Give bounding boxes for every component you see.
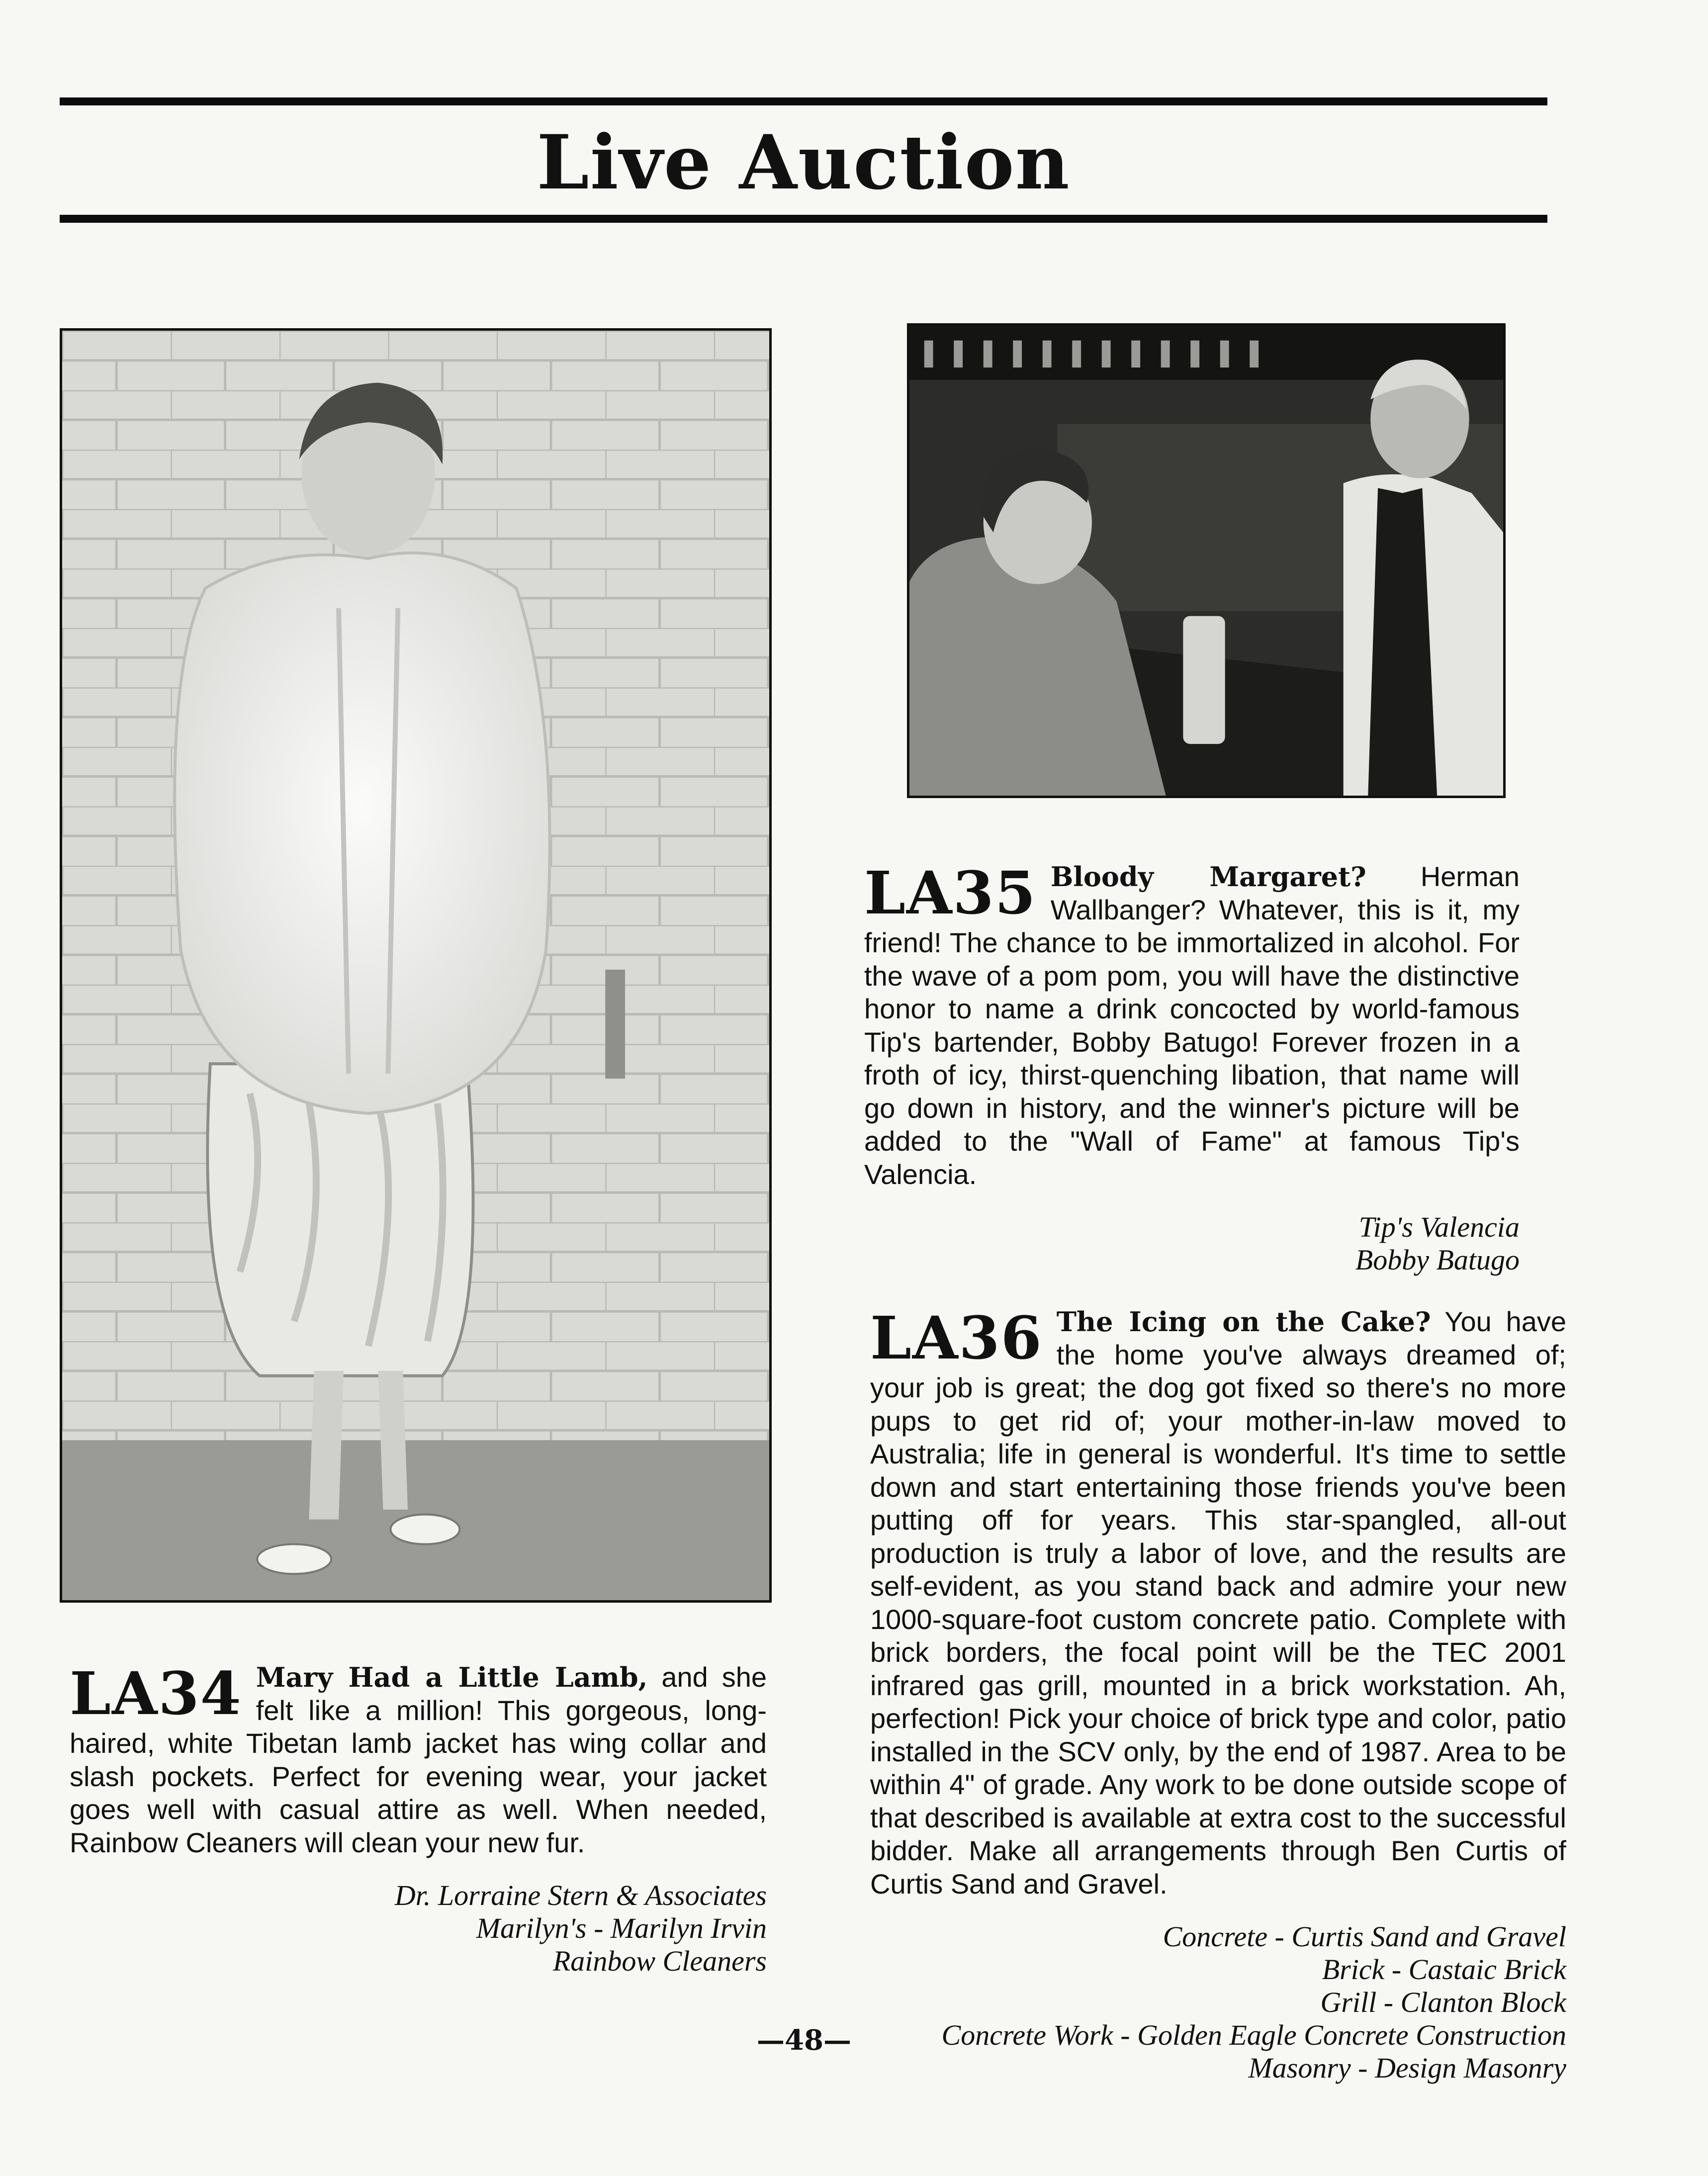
lot-la34-title: Mary Had a Little Lamb, [256,1661,648,1693]
lot-la36-donors [870,1920,1566,2085]
lot-la35 [864,860,1520,1276]
lot-la34-description [70,1661,767,1859]
donor-line: Grill - Clanton Block [1320,1986,1566,2018]
lot-la34-donors [70,1879,767,1978]
lot-la34 [70,1661,767,1978]
lot-la35-description [864,860,1520,1191]
photo-bar-scene [907,323,1506,798]
lot-la36-number: LA36 [870,1303,1043,1372]
donor-line: Bobby Batugo [1355,1244,1520,1276]
lot-la36-description [870,1305,1566,1901]
fur-jacket-illustration [62,331,769,1600]
lot-la35-donors [864,1211,1520,1276]
donor-line: Tip's Valencia [1358,1211,1520,1243]
donor-line: Marilyn's - Marilyn Irvin [476,1912,767,1944]
donor-line: Brick - Castaic Brick [1322,1953,1566,1986]
lot-la36 [870,1305,1566,2085]
lot-la34-body: and she felt like a million! This gorgeous, long-haired, white Tibetan lamb jacket has wing collar and slash pockets. Perfect for evening wear, your jacket goes well with casual attire as well. When needed, Rainbow Cleaners will clean your new fur. [70,1661,767,1858]
donor-line: Rainbow Cleaners [552,1945,767,1977]
lot-la36-body: You have the home you've always dreamed of; your job is great; the dog got fixed so there's no more pups to get rid of; your mother-in-law moved to Australia; life in general is wonderful. It's time to settle down and start entertaining those friends you've been putting off for years. This star-spangled, all-out production is truly a labor of love, and the results are self-evident, as you stand back and admire your new 1000-square-foot custom concrete patio. Complete with brick borders, the focal point will be the TEC 2001 infrared gas grill, mounted in a brick workstation. Ah, perfection! Pick your choice of brick type and color, patio installed in the SCV only, by the end of 1987. Area to be within 4" of grade. Any work to be done outside scope of that described is available at extra cost to the successful bidder. Make all arrangements through Ben Curtis of Curtis Sand and Gravel. [870,1306,1566,1900]
lot-la34-number: LA34 [70,1659,242,1728]
donor-line: Masonry - Design Masonry [1248,2052,1566,2084]
lot-la35-number: LA35 [864,858,1037,927]
page-title: Live Auction [537,119,1071,206]
header-rule-bottom [60,215,1547,223]
bar-scene-illustration [909,326,1503,796]
donor-line: Concrete - Curtis Sand and Gravel [1163,1920,1566,1953]
donor-line: Dr. Lorraine Stern & Associates [394,1879,767,1911]
donor-line: Concrete Work - Golden Eagle Concrete Construction [941,2019,1566,2051]
lot-la36-title: The Icing on the Cake? [1056,1306,1431,1338]
lot-la35-body: Herman Wallbanger? Whatever, this is it, my friend! The chance to be immortalized in alcohol. For the wave of a pom pom, you will have the distinctive honor to name a drink concocted by world-famous Tip's bartender, Bobby Batugo! Forever frozen in a froth of icy, thirst-quenching libation, that name will go down in history, and the winner's picture will be added to the "Wall of Fame" at famous Tip's Valencia. [864,861,1520,1190]
photo-fur-jacket [60,328,772,1603]
lot-la35-title: Bloody Margaret? [1050,861,1366,893]
header-rule-top [60,97,1547,105]
page-number: —48— [757,2024,851,2057]
